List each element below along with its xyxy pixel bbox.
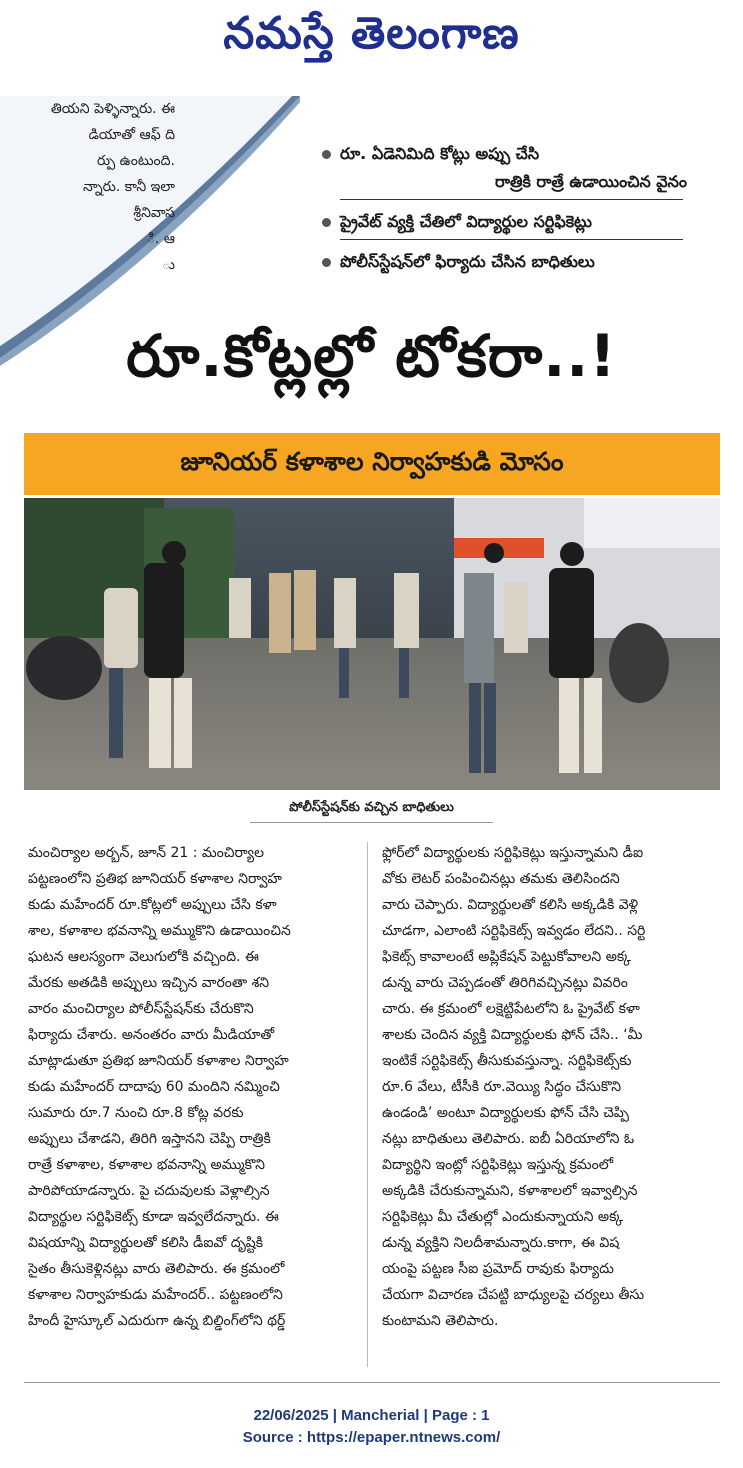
article-line: పారిపోయాడన్నారు. పై చదువులకు వెళ్లాల్సిన <box>28 1183 270 1199</box>
article-line: ఘటన ఆలస్యంగా వెలుగులోకి వచ్చింది. ఈ <box>28 949 259 965</box>
headline: రూ.కోట్లల్లో టోకరా..! <box>126 322 617 390</box>
source-link[interactable]: Source : https://epaper.ntnews.com/ <box>242 1429 501 1446</box>
fragment-line: శ్రీనివాస <box>133 205 175 221</box>
article-line: డున్న వ్యక్తిని నిలదీశామన్నారు.కాగా, ఈ విష <box>382 1235 620 1251</box>
subheadline-banner <box>24 433 720 495</box>
masthead <box>0 0 743 78</box>
highlight-bullets <box>318 140 723 276</box>
article-line: ఉండండి’ అంటూ విద్యార్థులకు ఫోన్ చేసి చెప్పి <box>382 1105 629 1121</box>
article-line: శాలకు చెందిన వ్యక్తి విద్యార్థులకు ఫోన్ చేసి.. ‘మీ <box>382 1027 643 1043</box>
article-line: ఫికెట్స్ కావాలంటే అప్లికేషన్ పెట్టుకోవాలని అక్క <box>382 949 631 965</box>
bullet-line: ప్రైవేట్ వ్యక్తి చేతిలో విద్యార్థుల సర్టిఫికెట్లు <box>340 212 592 231</box>
bullet-item <box>318 208 723 236</box>
article-line: పట్టణంలోని ప్రతిభ జూనియర్ కళాశాల నిర్వాహ <box>28 871 282 887</box>
caption-underline <box>250 822 493 823</box>
article-column-left <box>28 840 361 1334</box>
news-photo <box>24 498 720 790</box>
fragment-line: తియని పెళ్ళిన్నారు. ఈ <box>50 101 175 117</box>
article-line: ఫిర్యాదు చేశారు. అనంతరం వారు మీడియాతో <box>28 1027 275 1043</box>
article-line: మేరకు అతడికి అప్పులు ఇచ్చిన వారంతా శని <box>28 975 270 991</box>
bullet-divider <box>340 199 683 200</box>
article-line: కుంటామని తెలిపారు. <box>382 1313 499 1329</box>
fragment-line: ర్పు ఉంటుంది. <box>96 153 175 169</box>
article-line: విద్యార్థిని ఇంట్లో సర్టిఫికెట్లు ఇస్తున్న క్రమంలో <box>382 1157 614 1173</box>
bullet-divider <box>340 239 683 240</box>
article-line: సుమారు రూ.7 నుంచి రూ.8 కోట్ల వరకు <box>28 1105 244 1121</box>
previous-story-text <box>0 96 175 278</box>
newspaper-logo: నమస్తే తెలంగాణ <box>223 8 520 59</box>
edition-info: 22/06/2025 | Mancherial | Page : 1 <box>253 1407 490 1424</box>
article-column-right <box>382 840 715 1334</box>
banner-text: జూనియర్ కళాశాల నిర్వాహకుడి మోసం <box>180 447 564 476</box>
article-line: వారు చెప్పారు. విద్యార్థులతో కలిసి అక్కడికి వెళ్లి <box>382 897 639 913</box>
article-line: మంచిర్యాల అర్బన్, జూన్ 21 : మంచిర్యాల <box>28 845 264 861</box>
page-footer <box>0 1405 743 1449</box>
article-line: రూ.6 వేలు, టీసీకి రూ.వెయ్యి సిద్ధం చేసుకొని <box>382 1079 622 1095</box>
fragment-line: ి. ఆ <box>146 231 175 247</box>
article-line: కుడు మహేందర్ రూ.కోట్లలో అప్పులు చేసి కళా <box>28 897 277 913</box>
photo-caption: పోలీస్‌స్టేషన్‌కు వచ్చిన బాధితులు <box>289 800 454 815</box>
article-line: చూడగా, ఎలాంటి సర్టిఫికెట్స్ ఇవ్వడం లేదని.. సర్టి <box>382 923 646 939</box>
article-line: హిందీ హైస్కూల్ ఎదురుగా ఉన్న బిల్డింగ్‌లోని థర్డ్ <box>28 1313 286 1329</box>
article-line: అప్పులు చేశాడని, తిరిగి ఇస్తానని చెప్పి రాత్రికి <box>28 1131 271 1147</box>
article-line: విషయాన్ని విద్యార్థులతో కలిసి డీఐవో దృష్టికి <box>28 1235 264 1251</box>
column-divider <box>367 842 368 1367</box>
bullet-line: రాత్రికి రాత్రే ఉడాయించిన వైనం <box>495 172 687 191</box>
article-line: కుడు మహేందర్ దాదాపు 60 మందిని నమ్మించి <box>28 1079 280 1095</box>
article-line: నట్లు బాధితులు తెలిపారు. ఐబీ ఏరియాలోని ఓ <box>382 1131 635 1147</box>
crowd-at-police-station-image <box>24 498 720 790</box>
bullet-dot-icon <box>322 218 331 227</box>
bullet-dot-icon <box>322 150 331 159</box>
footer-divider <box>24 1382 720 1383</box>
article-line: సైతం తీసుకెళ్లినట్లు వారు తెలిపారు. ఈ క్రమంలో <box>28 1261 285 1277</box>
article-line: యంపై పట్టణ సీఐ ప్రమోద్ రావుకు ఫిర్యాదు <box>382 1261 614 1277</box>
article-line: ఇంటికే సర్టిఫికెట్స్ తీసుకువస్తున్నా. సర్టిఫికెట్స్‌కు <box>382 1053 632 1069</box>
article-line: ఫ్లోర్‌లో విద్యార్థులకు సర్టిఫికెట్లు ఇస్తున్నామని డీఐ <box>382 845 644 861</box>
article-line: శాల, కళాశాల భవనాన్ని అమ్ముకొని ఉడాయించిన <box>28 923 291 939</box>
fragment-line: న్నారు. కానీ ఇలా <box>82 179 175 195</box>
article-line: కళాశాల నిర్వాహకుడు మహేందర్.. పట్టణంలోని <box>28 1287 283 1303</box>
article-line: చేయగా విచారణ చేపట్టి బాధ్యులపై చర్యలు తీసు <box>382 1287 645 1303</box>
bullet-item <box>318 140 723 196</box>
bullet-line: పోలీస్‌స్టేషన్‌లో ఫిర్యాదు చేసిన బాధితులు <box>340 252 595 271</box>
article-line: రాత్రే కళాశాల, కళాశాల భవనాన్ని అమ్ముకొని <box>28 1157 265 1173</box>
bullet-item <box>318 248 723 276</box>
article-line: విద్యార్థుల సర్టిఫికెట్స్ కూడా ఇవ్వలేదన్నారు. ఈ <box>28 1209 279 1225</box>
article-line: మాట్లాడుతూ ప్రతిభ జూనియర్ కళాశాల నిర్వాహ <box>28 1053 289 1069</box>
bullet-line: రూ. ఏడెనిమిది కోట్లు అప్పు చేసి <box>340 144 540 163</box>
article-line: డున్న వారు చెప్పడంతో తిరిగివచ్చినట్లు వివరిం <box>382 975 628 991</box>
article-line: చారు. ఈ క్రమంలో లక్షెట్టిపేటలోని ఓ ప్రైవేట్ కళా <box>382 1001 640 1017</box>
article-line: వోకు లెటర్ పంపించినట్లు తమకు తెలిసిందని <box>382 871 620 887</box>
article-line: అక్కడికి చేరుకున్నామని, కళాశాలలో ఇవ్వాల్సిన <box>382 1183 638 1199</box>
bullet-dot-icon <box>322 258 331 267</box>
article-line: వారం మంచిర్యాల పోలీస్‌స్టేషన్‌కు చేరుకొని <box>28 1001 254 1017</box>
article-line: సర్టిఫికెట్లు మీ చేతుల్లో ఎందుకున్నాయని అక్క <box>382 1209 624 1225</box>
fragment-line: ు <box>162 257 175 273</box>
fragment-line: డియాతో ఆఫ్ ది <box>88 127 175 143</box>
